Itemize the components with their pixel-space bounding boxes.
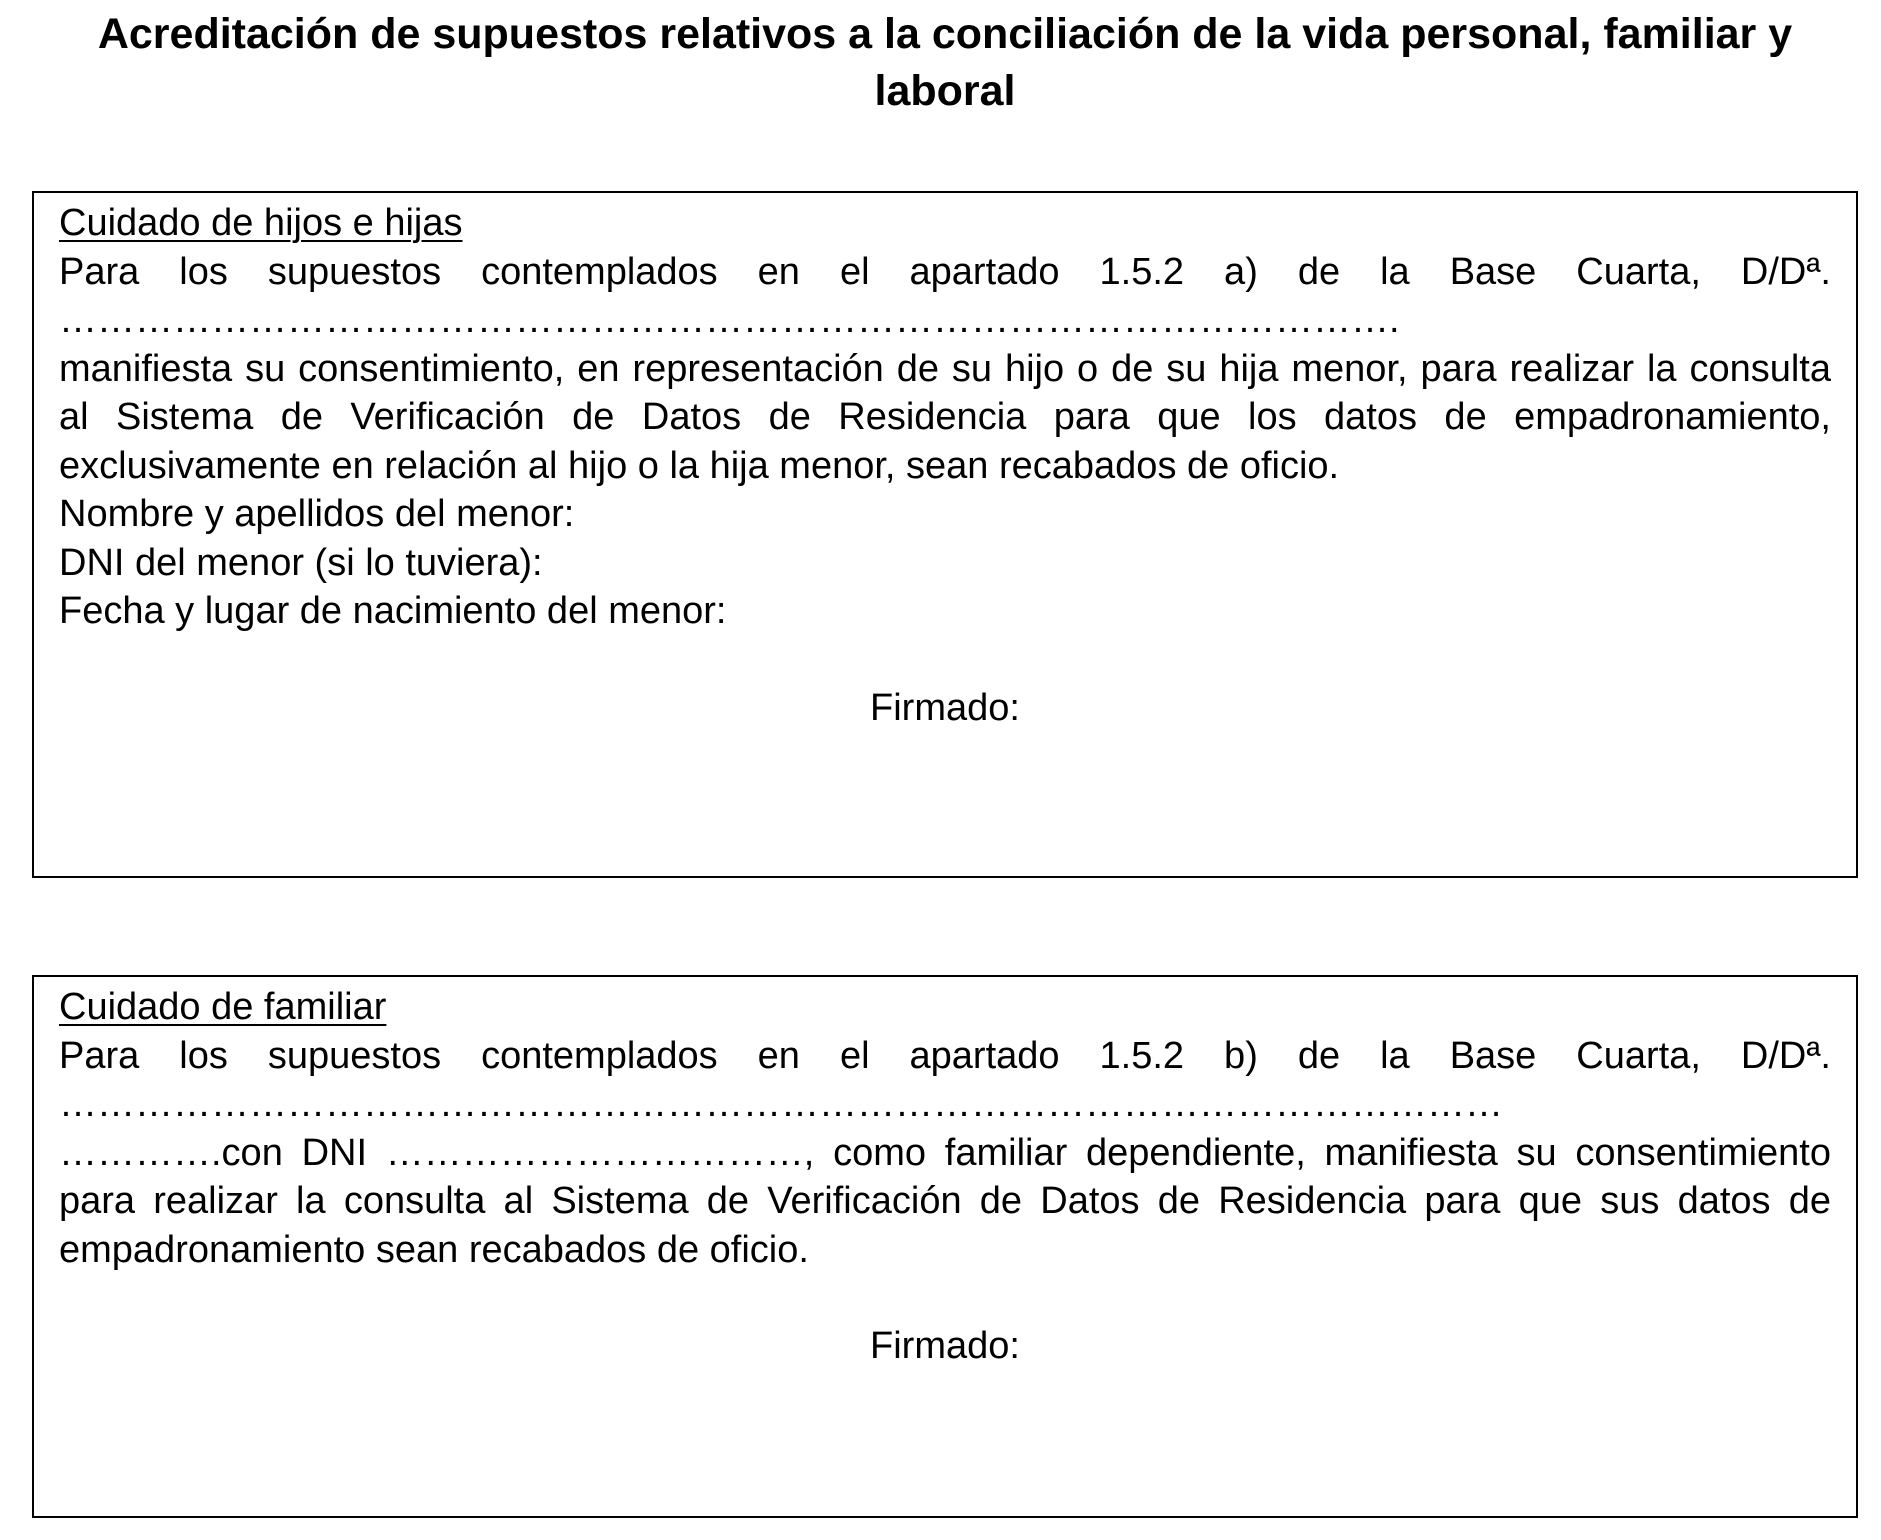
section-children-body: manifiesta su consentimiento, en representación de su hijo o de su hija menor, para realizar la consulta al Sistema de Verificación de Datos de Residencia para que los datos de empadronamiento, exclusivamente en relación al hijo o la hija menor, sean recabados de oficio. — [59, 347, 1831, 487]
section-children-name-blank: ……………………………………………………………………………………………. — [59, 299, 1400, 341]
section-family-box — [32, 975, 1858, 1518]
section-children-signature-label: Firmado: — [870, 686, 1020, 729]
child-birth-field: Fecha y lugar de nacimiento del menor: — [59, 590, 727, 632]
section-children-box — [32, 191, 1858, 878]
section-family-intro: Para los supuestos contemplados en el apartado 1.5.2 b) de la Base Cuarta, D/Dª. — [59, 1034, 1831, 1077]
section-children-heading: Cuidado de hijos e hijas — [59, 202, 463, 244]
section-family-heading: Cuidado de familiar — [59, 986, 387, 1028]
section-children-intro: Para los supuestos contemplados en el apartado 1.5.2 a) de la Base Cuarta, D/Dª. — [59, 250, 1831, 293]
section-family-name-blank: …………………………………………………………………………………………………… — [59, 1083, 1503, 1125]
child-dni-field: DNI del menor (si lo tuviera): — [59, 541, 543, 584]
section-family-body: ………….con DNI ……………………………, como familiar dependiente, manifiesta su consentimiento para realizar la consulta al Sistema de Verificación de Datos de Residencia para que sus datos de empadronamiento sean recabados de oficio. — [59, 1131, 1831, 1271]
child-name-field: Nombre y apellidos del menor: — [59, 493, 575, 535]
document-title: Acreditación de supuestos relativos a la conciliación de la vida personal, familiar y laboral — [97, 10, 1793, 115]
section-family-signature-label: Firmado: — [870, 1325, 1020, 1367]
